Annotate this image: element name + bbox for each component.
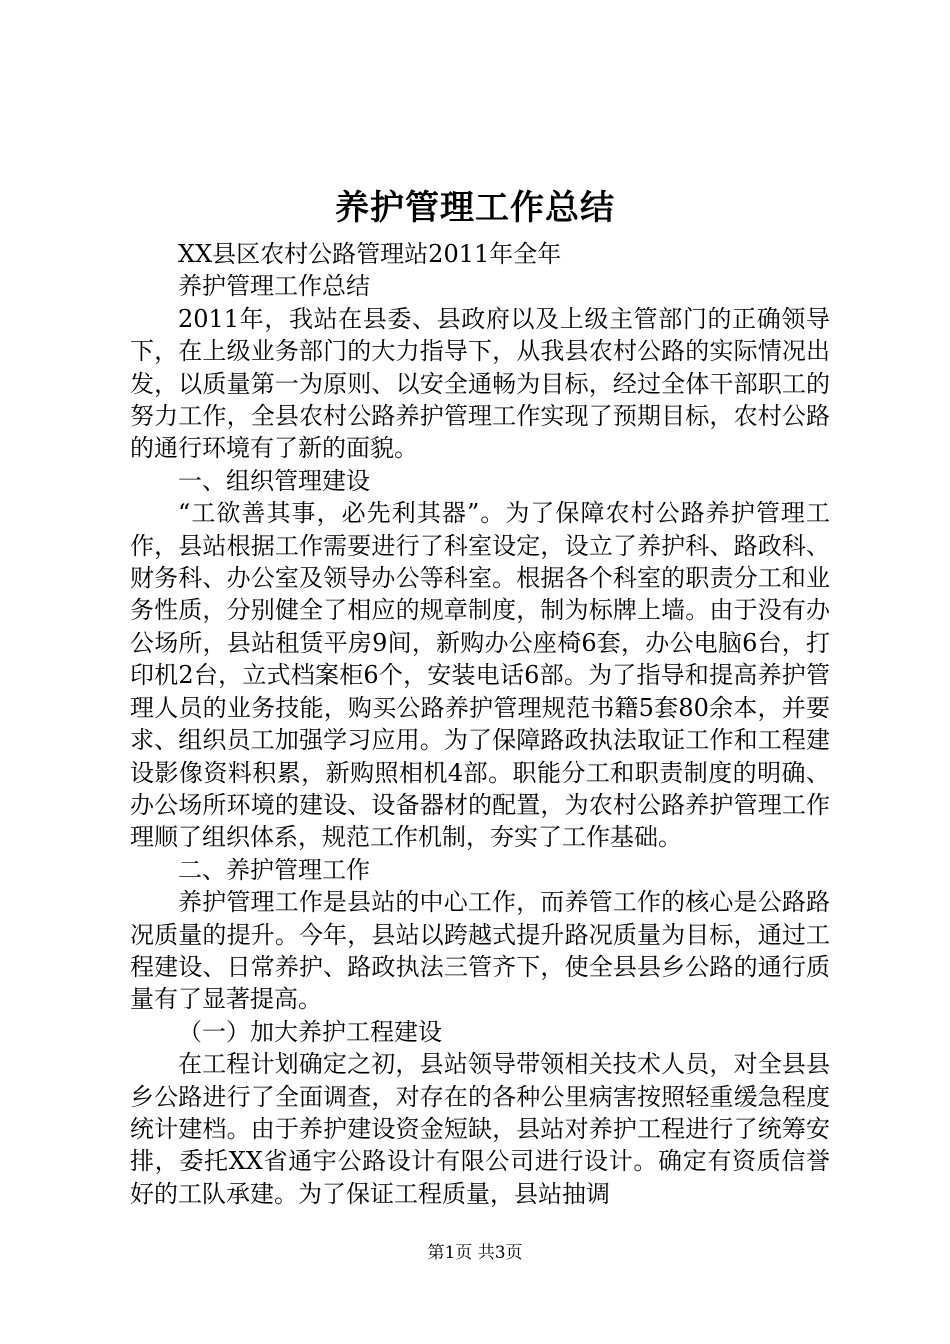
intro-paragraph: 2011年，我站在县委、县政府以及上级主管部门的正确领导下，在上级业务部门的大力指导下，从我县农村公路的实际情况出发，以质量第一为原则、以安全通畅为目标，经过全体干部职工的努力工作，全县农村公路养护管理工作实现了预期目标，农村公路的通行环境有了新的面貌。 bbox=[130, 304, 830, 463]
document-title: 养护管理工作总结 bbox=[335, 188, 615, 228]
section-1-paragraph: “工欲善其事，必先利其器”。为了保障农村公路养护管理工作，县站根据工作需要进行了科室设定，设立了养护科、路政科、财务科、办公室及领导办公等科室。根据各个科室的职责分工和业务性质，分别健全了相应的规章制度，制为标牌上墙。由于没有办公场所，县站租赁平房9间，新购办公座椅6套，办公电脑6台，打印机2台，立式档案柜6个，安装电话6部。为了指导和提高养护管理人员的业务技能，购买公路养护管理规范书籍5套80余本，并要求、组织员工加强学习应用。为了保障路政执法取证工作和工程建设影像资料积累，新购照相机4部。职能分工和职责制度的明确、办公场所环境的建设、设备器材的配置，为农村公路养护管理工作理顺了组织体系，规范工作机制，夯实了工作基础。 bbox=[130, 499, 830, 852]
document-body bbox=[130, 238, 830, 1210]
subtitle-line-2: 养护管理工作总结 bbox=[178, 272, 370, 301]
section-heading-1: 一、组织管理建设 bbox=[178, 466, 370, 495]
section-2-paragraph: 养护管理工作是县站的中心工作，而养管工作的核心是公路路况质量的提升。今年，县站以跨越式提升路况质量为目标，通过工程建设、日常养护、路政执法三管齐下，使全县县乡公路的通行质量有了显著提高。 bbox=[130, 888, 830, 1014]
section-heading-2: 二、养护管理工作 bbox=[178, 855, 370, 884]
page-footer: 第1页 共3页 bbox=[427, 1243, 523, 1263]
subsection-1-paragraph: 在工程计划确定之初，县站领导带领相关技术人员，对全县县乡公路进行了全面调查，对存在的各种公里病害按照轻重缓急程度统计建档。由于养护建设资金短缺，县站对养护工程进行了统筹安排，委托XX省通宇公路设计有限公司进行设计。确定有资质信誉好的工队承建。为了保证工程质量，县站抽调 bbox=[130, 1050, 830, 1208]
subtitle-line-1: XX县区农村公路管理站2011年全年 bbox=[178, 240, 562, 268]
subsection-heading-1: （一）加大养护工程建设 bbox=[178, 1017, 442, 1046]
